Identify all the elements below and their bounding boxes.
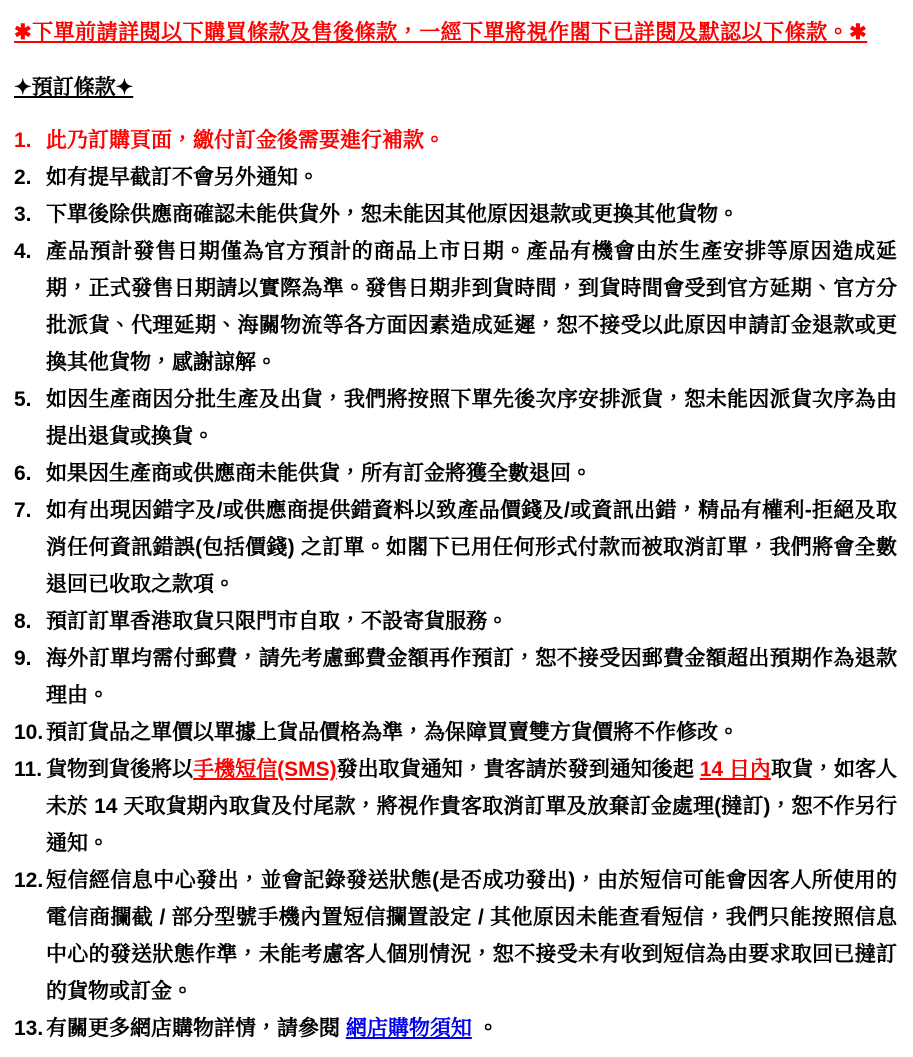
term-number: 4. bbox=[14, 240, 32, 263]
term-segment: 海外訂單均需付郵費，請先考慮郵費金額再作預訂，恕不接受因郵費金額超出預期作為退款理由。 bbox=[46, 647, 897, 707]
term-segment: 如有出現因錯字及/或供應商提供錯資料以致產品價錢及/或資訊出錯，精品有權利-拒絕及取消任何資訊錯誤(包括價錢) 之訂單。如閣下已用任何形式付款而被取消訂單，我們將會全數退回已收取之款項。 bbox=[46, 499, 897, 596]
term-segment: 預訂貨品之單價以單據上貨品價格為準，為保障買賣雙方貨價將不作修改。 bbox=[46, 721, 739, 744]
term-item bbox=[12, 862, 897, 1010]
term-text bbox=[46, 714, 897, 751]
pickup-deadline-highlight: 14 日內 bbox=[699, 758, 771, 781]
store-shopping-guide-link[interactable]: 網店購物須知 bbox=[345, 1017, 472, 1040]
preorder-terms-heading: ✦預訂條款✦ bbox=[14, 76, 134, 99]
term-text bbox=[46, 640, 897, 714]
term-number: 9. bbox=[14, 647, 32, 670]
term-segment: 產品預計發售日期僅為官方預計的商品上市日期。產品有機會由於生產安排等原因造成延期，正式發售日期請以實際為準。發售日期非到貨時間，到貨時間會受到官方延期、官方分批派貨、代理延期、海關物流等各方面因素造成延遲，恕不接受以此原因申請訂金退款或更換其他貨物，感謝諒解。 bbox=[46, 240, 897, 374]
term-segment: 短信經信息中心發出，並會記錄發送狀態(是否成功發出)，由於短信可能會因客人所使用的電信商攔截 / 部分型號手機內置短信攔置設定 / 其他原因未能查看短信，我們只能按照信息中心的發送狀態作準，未能考慮客人個別情況，恕不接受未有收到短信為由要求取回已撻訂的貨物或訂金。 bbox=[46, 869, 897, 1003]
term-segment: 下單後除供應商確認未能供貨外，恕未能因其他原因退款或更換其他貨物。 bbox=[46, 203, 739, 226]
terms-list bbox=[12, 122, 897, 1047]
notice-banner: ✱下單前請詳閱以下購買條款及售後條款，一經下單將視作閣下已詳閱及默認以下條款。✱ bbox=[14, 21, 868, 44]
term-number: 13. bbox=[14, 1017, 44, 1040]
term-text bbox=[46, 492, 897, 603]
term-item bbox=[12, 122, 897, 159]
term-segment: 如有提早截訂不會另外通知。 bbox=[46, 166, 319, 189]
term-text bbox=[46, 381, 897, 455]
term-number: 6. bbox=[14, 462, 32, 485]
term-number: 1. bbox=[14, 129, 32, 152]
term-item bbox=[12, 492, 897, 603]
term-text bbox=[46, 196, 897, 233]
term-item bbox=[12, 751, 897, 862]
term-item bbox=[12, 640, 897, 714]
term-text bbox=[46, 233, 897, 381]
term-segment: 取貨，如客人未於 14 天取貨期內取貨及付尾款，將視作貴客取消訂單及放棄訂金處理(撻訂)，恕不作另行通知。 bbox=[46, 758, 897, 855]
term-segment: 。 bbox=[471, 1017, 499, 1040]
term-item bbox=[12, 196, 897, 233]
term-number: 12. bbox=[14, 869, 44, 892]
term-segment: 此乃訂購頁面，繳付訂金後需要進行補款。 bbox=[46, 129, 445, 152]
term-number: 7. bbox=[14, 499, 32, 522]
term-number: 11. bbox=[14, 758, 43, 781]
term-segment: 有關更多網店購物詳情，請參閱 bbox=[46, 1017, 346, 1040]
term-number: 5. bbox=[14, 388, 32, 411]
term-text bbox=[46, 1010, 897, 1047]
term-number: 10. bbox=[14, 721, 44, 744]
term-item bbox=[12, 159, 897, 196]
term-text bbox=[46, 122, 897, 159]
term-item bbox=[12, 603, 897, 640]
term-item bbox=[12, 381, 897, 455]
term-segment: 如果因生產商或供應商未能供貨，所有訂金將獲全數退回。 bbox=[46, 462, 592, 485]
term-number: 2. bbox=[14, 166, 32, 189]
term-item bbox=[12, 714, 897, 751]
term-segment: 預訂訂單香港取貨只限門市自取，不設寄貨服務。 bbox=[46, 610, 508, 633]
term-item bbox=[12, 455, 897, 492]
term-item bbox=[12, 1010, 897, 1047]
term-text bbox=[46, 603, 897, 640]
term-text bbox=[46, 862, 897, 1010]
term-item bbox=[12, 233, 897, 381]
sms-highlight: 手機短信(SMS) bbox=[193, 758, 337, 781]
term-text bbox=[46, 159, 897, 196]
term-text bbox=[46, 455, 897, 492]
term-segment: 發出取貨通知，貴客請於發到通知後起 bbox=[336, 758, 700, 781]
term-number: 3. bbox=[14, 203, 32, 226]
term-segment: 貨物到貨後將以 bbox=[46, 758, 194, 781]
term-segment: 如因生產商因分批生產及出貨，我們將按照下單先後次序安排派貨，恕未能因派貨次序為由提出退貨或換貨。 bbox=[46, 388, 897, 448]
term-text bbox=[46, 751, 897, 862]
term-number: 8. bbox=[14, 610, 32, 633]
